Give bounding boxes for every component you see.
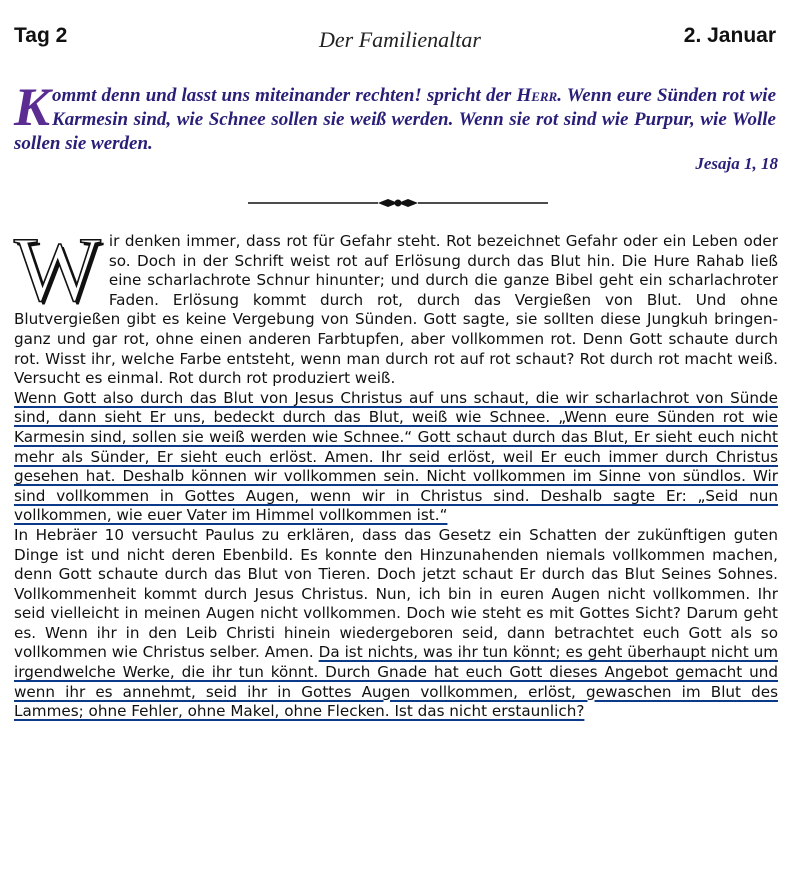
verse-text	[14, 77, 777, 156]
verse-lord: Herr	[516, 85, 558, 106]
paragraph-1: ir denken immer, dass rot für Gefahr steht. Rot bezeichnet Gefahr oder ein Leben oder so. Doch in der Schrift weist rot auf Erlösung durch das Blut hin. Die Hure Rahab ließ eine scharlachrote Schnur hinunter; und durch die ganze Bibel geht ein scharlachroter Faden. Erlösung kommt durch rot, durch das Vergießen von Blut. Und ohne Blutvergießen gibt es keine Vergebung von Sünden. Gott sagte, sie sollten diese Jungkuh bringen- ganz und gar rot, ohne einen anderen Farbtupfen, aber vollkommen rot. Denn Gott schaute durch rot. Wisst ihr, welche Farbe entsteht, wenn man durch rot auf rot schaut? Rot durch rot macht weiß. Versucht es einmal. Rot durch rot produziert weiß.	[14, 232, 778, 388]
devotional-body	[14, 218, 778, 722]
paragraph-3-plain: In Hebräer 10 versucht Paulus zu erklären, dass das Gesetz ein Schatten der zukünftigen guten Dinge ist und nicht deren Ebenbild. Es konnte den Hinzunahenden niemals vollkommen machen, denn Gott schaute durch das Blut von Tieren. Doch jetzt schaut Er durch das Blut Seines Sohnes. Vollkommenheit kommt durch Jesus Christus. Nun, ich bin in euren Augen nicht vollkommen. Ihr seid vielleicht in meinen Augen nicht vollkommen. Doch wie steht es mit Gottes Sicht? Darum geht es. Wenn ihr in den Leib Christi hinein wiedergeboren seid, dann betrachtet euch Gott als so vollkommen wie Christus selber. Amen.	[14, 525, 778, 662]
paragraph-3	[14, 526, 778, 722]
verse-reference: Jesaja 1, 18	[695, 154, 778, 173]
verse-initial: K	[14, 77, 51, 137]
verse-part1: ommt denn und lasst uns miteinander rechten! spricht der	[52, 85, 517, 106]
book-title: Der Familienaltar	[319, 27, 481, 52]
day-label: Tag 2	[14, 24, 68, 47]
paragraph-2-underlined: Wenn Gott also durch das Blut von Jesus Christus auf uns schaut, die wir scharlachrot von Sünde sind, dann sieht Er uns, bedeckt durch das Blut, weiß wie Schnee. „Wenn eure Sünden rot wie Karmesin sind, sollen sie weiß werden wie Schnee.“ Gott schaut durch das Blut, Er sieht euch nicht mehr als Sünder, Er sieht euch erlöst. Amen. Ihr seid erlöst, weil Er euch immer durch Christus gesehen hat. Deshalb können wir vollkommen sein. Nicht vollkommen im Sinne von sündlos. Wir sind vollkommen in Gottes Augen, wenn wir in Christus sind. Deshalb sagte Er: „Seid nun vollkommen, wie euer Vater im Himmel vollkommen ist.“	[14, 388, 778, 525]
verse-part2: . Wenn eure Sünden rot wie Karmesin sind, wie Schnee sollen sie weiß werden. Wenn sie rot sind wie Purpur, wie Wolle sollen sie werden.	[14, 85, 777, 154]
date-label: 2. Januar	[683, 24, 776, 47]
paragraph-3-underlined: Da ist nichts, was ihr tun könnt; es geht überhaupt nicht um irgendwelche Werke, die ihr tun könnt. Durch Gnade hat euch Gott dieses Angebot gemacht und wenn ihr es annehmt, seid ihr in Gottes Augen vollkommen, erlöst, gewaschen im Blut des Lammes; ohne Fehler, ohne Makel, ohne Flecken. Ist das nicht erstaunlich?	[14, 643, 778, 721]
body-initial: W	[14, 218, 101, 320]
ornament-divider	[248, 196, 548, 210]
